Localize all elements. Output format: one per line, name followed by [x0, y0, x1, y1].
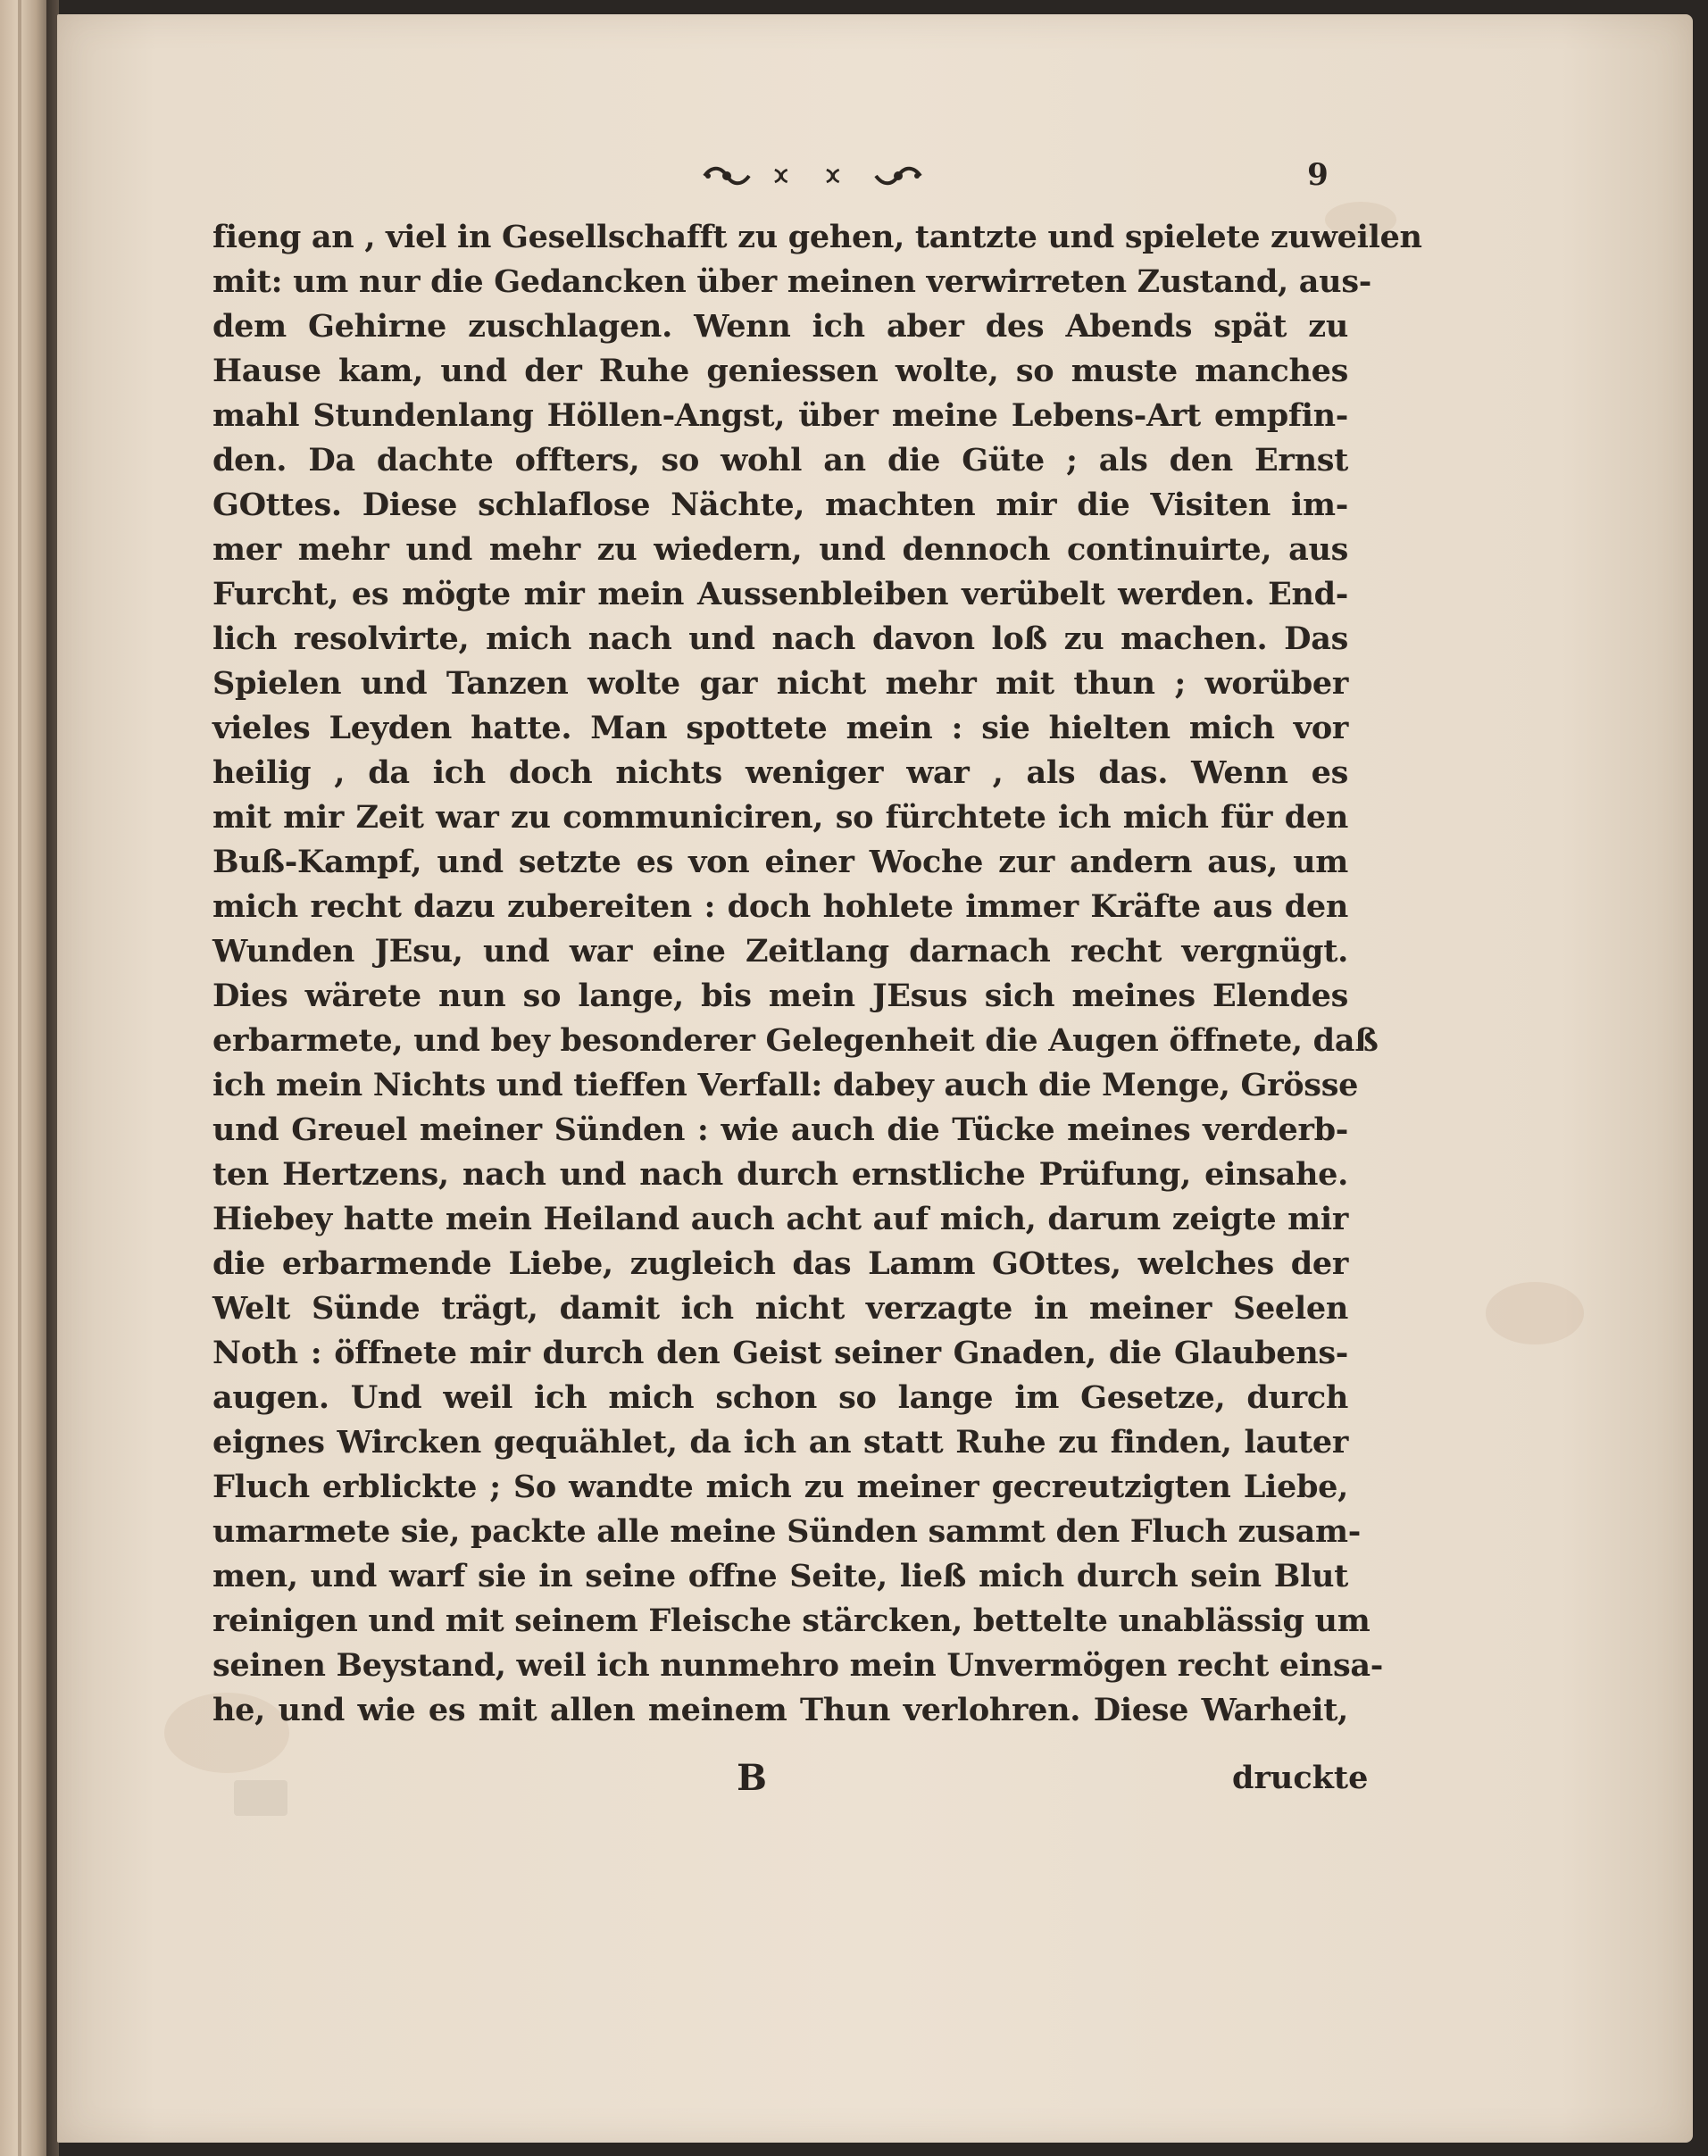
paper-stain: [1486, 1282, 1584, 1344]
text-line: und Greuel meiner Sünden : wie auch die Tücke meines verderb-: [212, 1111, 1348, 1148]
body-text: [212, 214, 1422, 1750]
text-line: Hiebey hatte mein Heiland auch acht auf mich, darum zeigte mir: [212, 1201, 1348, 1237]
text-line: Welt Sünde trägt, damit ich nicht verzagte in meiner Seelen: [212, 1290, 1348, 1327]
ornament-center-right-icon: [821, 164, 856, 187]
text-line: Spielen und Tanzen wolte gar nicht mehr mit thun ; worüber: [212, 665, 1348, 702]
text-line: mahl Stundenlang Höllen-Angst, über meine Lebens-Art empfin-: [212, 397, 1348, 434]
text-line: ten Hertzens, nach und nach durch ernstliche Prüfung, einsahe.: [212, 1156, 1348, 1193]
ink-show-through: [234, 1780, 287, 1816]
ornament-left-icon: [701, 164, 753, 187]
ornament-center-left-icon: [769, 164, 804, 187]
text-line: Buß-Kampf, und setzte es von einer Woche zur andern aus, um: [212, 844, 1348, 880]
catchword: druckte: [1232, 1760, 1369, 1796]
text-line: vieles Leyden hatte. Man spottete mein : sie hielten mich vor: [212, 710, 1348, 746]
text-line: Wunden JEsu, und war eine Zeitlang darnach recht vergnügt.: [212, 933, 1348, 970]
text-line: he, und wie es mit allen meinem Thun verlohren. Diese Warheit,: [212, 1692, 1348, 1728]
text-line: erbarmete, und bey besonderer Gelegenheit die Augen öffnete, daß: [212, 1022, 1379, 1059]
text-line: die erbarmende Liebe, zugleich das Lamm GOttes, welches der: [212, 1245, 1348, 1282]
text-line: GOttes. Diese schlaflose Nächte, machten mir die Visiten im-: [212, 487, 1348, 523]
text-line: Dies wärete nun so lange, bis mein JEsus sich meines Elendes: [212, 978, 1348, 1014]
text-line: mer mehr und mehr zu wiedern, und dennoch continuirte, aus: [212, 531, 1348, 568]
text-line: dem Gehirne zuschlagen. Wenn ich aber des Abends spät zu: [212, 308, 1348, 345]
text-line: Furcht, es mögte mir mein Aussenbleiben verübelt werden. End-: [212, 576, 1348, 612]
text-line: seinen Beystand, weil ich nunmehro mein Unvermögen recht einsa-: [212, 1647, 1383, 1684]
text-line: umarmete sie, packte alle meine Sünden sammt den Fluch zusam-: [212, 1513, 1361, 1550]
text-line: Hause kam, und der Ruhe geniessen wolte, so muste manches: [212, 353, 1348, 389]
ornament-right-icon: [872, 164, 924, 187]
text-line: eignes Wircken gequählet, da ich an statt Ruhe zu finden, lauter: [212, 1424, 1348, 1461]
facing-page-crease: [18, 0, 21, 2156]
text-line: mit mir Zeit war zu communiciren, so fürchtete ich mich für den: [212, 799, 1348, 836]
text-line: Noth : öffnete mir durch den Geist seiner Gnaden, die Glaubens-: [212, 1335, 1348, 1371]
text-line: mich recht dazu zubereiten : doch hohlete immer Kräfte aus den: [212, 888, 1348, 925]
facing-page-edge: [0, 0, 52, 2156]
text-line: fieng an , viel in Gesellschafft zu gehen, tantzte und spielete zuweilen: [212, 219, 1422, 255]
page-number: 9: [1307, 157, 1329, 193]
text-line: ich mein Nichts und tieffen Verfall: dabey auch die Menge, Grösse: [212, 1067, 1359, 1103]
printer-ornament-icon: [652, 154, 973, 198]
signature-mark: B: [737, 1757, 767, 1799]
text-line: men, und warf sie in seine offne Seite, ließ mich durch sein Blut: [212, 1558, 1348, 1594]
text-line: lich resolvirte, mich nach und nach davon loß zu machen. Das: [212, 620, 1348, 657]
text-line: heilig , da ich doch nichts weniger war , als das. Wenn es: [212, 754, 1348, 791]
text-line: mit: um nur die Gedancken über meinen verwirreten Zustand, aus-: [212, 263, 1371, 300]
text-line: den. Da dachte offters, so wohl an die Güte ; als den Ernst: [212, 442, 1348, 479]
text-line: reinigen und mit seinem Fleische stärcken, bettelte unablässig um: [212, 1602, 1371, 1639]
text-line: augen. Und weil ich mich schon so lange im Gesetze, durch: [212, 1379, 1348, 1416]
text-line: Fluch erblickte ; So wandte mich zu meiner gecreutzigten Liebe,: [212, 1469, 1348, 1505]
